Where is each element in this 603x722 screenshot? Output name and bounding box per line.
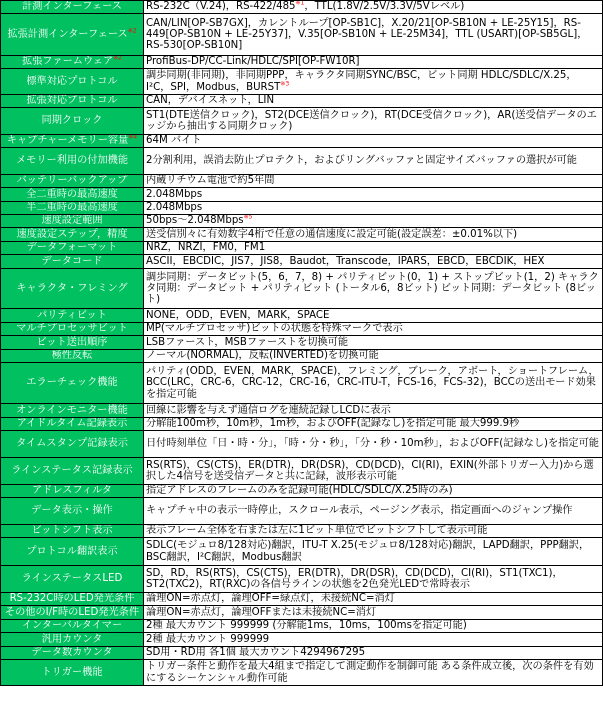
spec-value-text: ST1(DTE送信クロック)，ST2(DCE送信クロック)，RT(DCE受信クロック)，AR(送受信データのエッジから抽出する同期クロック) xyxy=(146,109,597,132)
spec-value-text: MP(マルチプロセッサ)ビットの状態を特殊マークで表示 xyxy=(146,323,403,335)
spec-label-text: ラインステータスLED xyxy=(21,573,123,585)
spec-label-text: バッテリーバックアップ xyxy=(16,175,128,187)
spec-value xyxy=(144,336,603,350)
spec-value xyxy=(144,14,603,56)
spec-label xyxy=(1,309,144,323)
spec-value-text-cont: ，TTL(1.8V/2.5V/3.3V/5Vレベル) xyxy=(304,1,465,13)
spec-value xyxy=(144,647,603,660)
spec-row xyxy=(1,525,603,538)
spec-value-text: 論理ON=赤点灯，論理OFFまたは未接続NC=消灯 xyxy=(146,606,377,618)
spec-value-text: ASCII，EBCDIC，JIS7，JIS8，Baudot，Transcode，IPARS，EBCD，EBCDIK，HEX xyxy=(146,255,545,267)
spec-value-text: NRZ，NRZI，FM0，FM1 xyxy=(146,242,266,254)
spec-label-text: タイムスタンプ記録表示 xyxy=(16,438,128,450)
spec-value xyxy=(144,255,603,269)
spec-value xyxy=(144,323,603,336)
spec-label xyxy=(1,188,144,202)
spec-label-text: アイドルタイム記録表示 xyxy=(16,418,128,430)
spec-value xyxy=(144,633,603,647)
footnote-mark: ※5 xyxy=(243,214,253,221)
spec-value xyxy=(144,538,603,566)
spec-label-text: オンラインモニター機能 xyxy=(16,404,128,416)
spec-label-text: データ表示・操作 xyxy=(31,505,113,517)
spec-value xyxy=(144,202,603,215)
spec-value-text: 64M バイト xyxy=(146,135,202,147)
spec-table-body xyxy=(1,1,603,686)
spec-row xyxy=(1,418,603,431)
spec-row xyxy=(1,202,603,215)
spec-row xyxy=(1,633,603,647)
spec-value xyxy=(144,498,603,525)
spec-label xyxy=(1,485,144,498)
spec-label xyxy=(1,336,144,350)
spec-value xyxy=(144,95,603,108)
spec-row xyxy=(1,1,603,14)
spec-row xyxy=(1,242,603,255)
spec-value-text: 2種 最大カウント 999999 xyxy=(146,633,270,645)
spec-row xyxy=(1,593,603,606)
spec-value xyxy=(144,458,603,485)
spec-label xyxy=(1,95,144,108)
spec-value-text: 調歩同期(非同期)，非同期PPP，キャラクタ同期SYNC/BSC，ビット同期 HDLC/SDLC/X.25，I²C，SPI，Modbus，BURST xyxy=(146,70,577,93)
spec-label xyxy=(1,255,144,269)
spec-label-text: 計測インターフェース xyxy=(22,1,122,13)
spec-label-text: マルチプロセッサビット xyxy=(16,323,128,335)
spec-row xyxy=(1,498,603,525)
spec-label-text: 速度設定ステップ，精度 xyxy=(16,228,128,240)
spec-value xyxy=(144,215,603,228)
spec-value-text: SDLC(モジュロ8/128対応)翻訳，ITU-T X.25(モジュロ8/128対応)翻訳，LAPD翻訳，PPP翻訳，BSC翻訳，I²C翻訳，Modbus翻訳 xyxy=(146,540,590,563)
spec-label-text: トリガー機能 xyxy=(41,666,103,678)
spec-label xyxy=(1,56,144,69)
spec-row xyxy=(1,660,603,686)
spec-label-text: 同期クロック xyxy=(41,115,103,127)
footnote-mark: ※2 xyxy=(113,55,122,62)
spec-label-text: 速度設定範囲 xyxy=(41,215,103,227)
spec-value xyxy=(144,269,603,309)
spec-label xyxy=(1,633,144,647)
spec-label-text: パリティビット xyxy=(37,309,107,321)
spec-row xyxy=(1,458,603,485)
spec-label xyxy=(1,620,144,633)
spec-row xyxy=(1,255,603,269)
spec-value xyxy=(144,404,603,418)
footnote-mark: ※4 xyxy=(128,134,138,141)
spec-value xyxy=(144,525,603,538)
spec-row xyxy=(1,363,603,404)
spec-label xyxy=(1,593,144,606)
spec-label-text: エラーチェック機能 xyxy=(26,377,118,389)
spec-value-text: キャプチャ中の表示一時停止，スクロール表示，ページング表示，指定画面へのジャンプ操作 xyxy=(146,505,573,517)
spec-label-text: 全二重時の最高速度 xyxy=(26,188,118,200)
spec-label xyxy=(1,202,144,215)
spec-label-text: 拡張対応プロトコル xyxy=(26,95,118,107)
spec-value-text: CAN，デバイスネット，LIN xyxy=(146,95,275,107)
spec-label xyxy=(1,14,144,56)
spec-value xyxy=(144,228,603,242)
spec-label xyxy=(1,566,144,593)
spec-value xyxy=(144,69,603,95)
spec-row xyxy=(1,188,603,202)
footnote-mark: ※2 xyxy=(127,27,137,35)
spec-row xyxy=(1,566,603,593)
spec-label-text: ラインステータス記録表示 xyxy=(11,465,133,477)
spec-label-text: 極性反転 xyxy=(51,350,93,362)
spec-label xyxy=(1,215,144,228)
spec-label xyxy=(1,538,144,566)
footnote-mark: ※1 xyxy=(295,0,305,7)
spec-value-text: 2種 最大カウント 999999 (分解能1ms，10ms，100msを指定可能) xyxy=(146,620,467,632)
spec-value-text: 送受信別々に有効数字4桁で任意の通信速度に設定可能(設定誤差：±0.01%以下) xyxy=(146,228,518,240)
spec-value-text: トリガー条件と動作を最大4組まで指定して測定動作を制御可能 ある条件成立後，次の条件を有効にするシーケンシャル動作可能 xyxy=(146,661,594,684)
spec-label xyxy=(1,135,144,148)
spec-row xyxy=(1,606,603,620)
spec-value-text: 回線に影響を与えず通信ログを連続記録しLCDに表示 xyxy=(146,404,391,416)
spec-value xyxy=(144,363,603,404)
spec-label xyxy=(1,242,144,255)
spec-label-text: メモリー利用の付加機能 xyxy=(15,155,129,167)
spec-label-text: ビット送出順序 xyxy=(36,336,108,348)
spec-value xyxy=(144,242,603,255)
spec-row xyxy=(1,175,603,188)
spec-value-text: 日付時刻単位「日・時・分」，「時・分・秒」，「分・秒・10m秒」，およびOFF(記録なし)を指定可能 xyxy=(146,438,599,450)
spec-label xyxy=(1,525,144,538)
spec-row xyxy=(1,69,603,95)
spec-value-text: RS-232C（V.24)，RS-422/485 xyxy=(146,1,296,13)
spec-label-text: インターバルタイマー xyxy=(21,620,123,632)
spec-value-text: 2分割利用，誤消去防止プロテクト，およびリングバッファと固定サイズバッファの選択が可能 xyxy=(146,155,577,167)
spec-label-text: 汎用カウンタ xyxy=(41,633,103,645)
spec-label xyxy=(1,606,144,620)
spec-label-text: RS-232C時のLED発光条件 xyxy=(9,593,135,605)
spec-value xyxy=(144,566,603,593)
spec-row xyxy=(1,135,603,148)
spec-label xyxy=(1,647,144,660)
spec-value xyxy=(144,606,603,620)
spec-label xyxy=(1,228,144,242)
spec-row xyxy=(1,108,603,135)
spec-value-text: 2.048Mbps xyxy=(146,202,203,214)
spec-row xyxy=(1,56,603,69)
spec-label xyxy=(1,660,144,686)
spec-label xyxy=(1,69,144,95)
spec-label-text: 拡張ファームウェア xyxy=(22,56,114,68)
spec-value xyxy=(144,485,603,498)
spec-value-text: SD用・RD用 各1個 最大カウント4294967295 xyxy=(146,647,366,659)
spec-label xyxy=(1,108,144,135)
spec-label xyxy=(1,350,144,363)
spec-label-text: データ数カウンタ xyxy=(31,647,113,659)
spec-label xyxy=(1,148,144,175)
spec-value xyxy=(144,56,603,69)
spec-row xyxy=(1,95,603,108)
spec-label-text: データコード xyxy=(41,255,103,267)
spec-value-text: 分解能100m秒，10m秒，1m秒，およびOFF(記録なし)を指定可能 最大999.9秒 xyxy=(146,418,520,430)
spec-label-text: アドレスフィルタ xyxy=(32,485,112,497)
spec-value xyxy=(144,188,603,202)
spec-label-text: 標準対応プロトコル xyxy=(26,75,118,87)
spec-value xyxy=(144,309,603,323)
spec-label xyxy=(1,458,144,485)
spec-value-text: 指定アドレスのフレームのみを記録可能(HDLC/SDLC/X.25時のみ) xyxy=(146,485,453,497)
spec-row xyxy=(1,538,603,566)
spec-label-text: キャプチャーメモリー容量 xyxy=(6,135,129,147)
footnote-mark: ※3 xyxy=(280,80,290,88)
spec-label-text: キャラクタ・フレミング xyxy=(16,282,128,294)
spec-value-text: パリティ(ODD，EVEN，MARK，SPACE)，フレミング，ブレーク，アボート，ショートフレーム，BCC(LRC，CRC-6，CRC-12，CRC-16，CRC-ITU-T，FCS-16，FCS-32)，BCCの送出モード効果を指定可能 xyxy=(146,366,599,400)
spec-value xyxy=(144,148,603,175)
spec-value xyxy=(144,418,603,431)
spec-value xyxy=(144,660,603,686)
spec-label xyxy=(1,1,144,14)
spec-value xyxy=(144,431,603,458)
spec-label-text: ビットシフト表示 xyxy=(31,525,113,537)
spec-label xyxy=(1,431,144,458)
spec-value-text: ノーマル(NORMAL)，反転(INVERTED)を切換可能 xyxy=(146,350,379,362)
spec-value xyxy=(144,593,603,606)
spec-row xyxy=(1,309,603,323)
spec-value-text: NONE，ODD，EVEN，MARK，SPACE xyxy=(146,309,330,321)
spec-row xyxy=(1,336,603,350)
spec-value-text: 調歩同期：データビット(5，6，7，8) + パリティビット(0，1) + ストップビット(1，2) キャラクタ同期：データビット + パリティビット (トータル6，8ビット) ビット同期：データビット (8ビット) xyxy=(146,271,599,306)
spec-row xyxy=(1,485,603,498)
spec-value xyxy=(144,1,603,14)
spec-row xyxy=(1,431,603,458)
spec-label xyxy=(1,363,144,404)
spec-value xyxy=(144,135,603,148)
spec-row xyxy=(1,620,603,633)
spec-label xyxy=(1,323,144,336)
spec-value-text: RS(RTS)，CS(CTS)，ER(DTR)，DR(DSR)，CD(DCD)，CI(RI)，EXIN(外部トリガー入力)から選択した4信号を送受信データと共に記録，波形表示可能 xyxy=(146,459,594,482)
spec-label xyxy=(1,498,144,525)
spec-row xyxy=(1,350,603,363)
spec-label-text: プロトコル翻訳表示 xyxy=(26,545,118,557)
spec-value-text: 2.048Mbps xyxy=(146,188,203,200)
spec-value-text: 表示フレーム全体を右または左に1ビット単位でビットシフトして表示可能 xyxy=(146,525,488,537)
spec-value-text: CAN/LIN[OP-SB7GX]，カレントループ[OP-SB1C]，X.20/21[OP-SB10N + LE-25Y15]，RS-449[OP-SB10N + LE-25Y37]，V.35[OP-SB10N + LE-25M34]，TTL (USART)[OP-SB5GL]，RS-530[OP-SB10N] xyxy=(146,17,588,52)
spec-row xyxy=(1,404,603,418)
spec-value xyxy=(144,175,603,188)
spec-value-text: 内蔵リチウム電池で約5年間 xyxy=(146,175,275,187)
spec-label xyxy=(1,175,144,188)
spec-row xyxy=(1,647,603,660)
spec-label-text: 半二重時の最高速度 xyxy=(26,202,118,214)
spec-label xyxy=(1,269,144,309)
spec-row xyxy=(1,269,603,309)
spec-value-text: LSBファースト，MSBファーストを切換可能 xyxy=(146,336,349,348)
spec-label-text: その他のI/F時のLED発光条件 xyxy=(4,606,140,618)
spec-value-text: ProfiBus-DP/CC-Link/HDLC/SPI[OP-FW10R] xyxy=(146,56,360,68)
spec-label-text: 拡張計測インターフェース xyxy=(7,28,128,40)
spec-row xyxy=(1,14,603,56)
spec-row xyxy=(1,323,603,336)
spec-value xyxy=(144,620,603,633)
spec-value-text: SD，RD，RS(RTS)，CS(CTS)，ER(DTR)，DR(DSR)，CD(DCD)，CI(RI)，ST1(TXC1)，ST2(TXC2)，RT(RXC)の各信号ラインの状態を2色発光LEDで常時表示 xyxy=(146,567,563,590)
spec-value xyxy=(144,108,603,135)
spec-row xyxy=(1,148,603,175)
spec-value-text: 50bps～2.048Mbps xyxy=(146,215,244,227)
spec-label xyxy=(1,418,144,431)
spec-row xyxy=(1,228,603,242)
spec-value xyxy=(144,350,603,363)
spec-label xyxy=(1,404,144,418)
spec-value-text: 論理ON=赤点灯，論理OFF=緑点灯，未接続NC=消灯 xyxy=(146,593,395,605)
spec-row xyxy=(1,215,603,228)
spec-label-text: データフォーマット xyxy=(26,242,118,254)
